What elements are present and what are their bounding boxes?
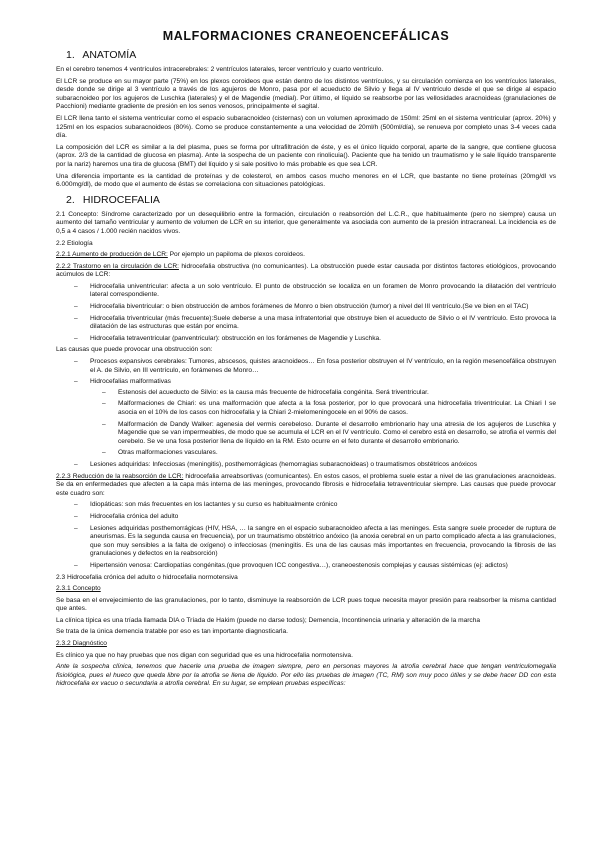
list-item: – Hipertensión venosa: Cardiopatías congénitas.(que provoquen ICC congestiva…), craneoestenosis complejas y causas sistémicas (ej: adictos) [56, 562, 556, 571]
reabsorption-causes-list [56, 501, 556, 570]
paragraph: El LCR llena tanto el sistema ventricular como el espacio subaracnoideo (cisternas) con un volumen aproximado de 150ml: 25ml en el sistema ventricular (aprox. 20%) y 125ml en los espacios subaracnoideos (80%). Como se produce constantemente a una velocidad de 20ml/h (500ml/día), se renueva por completo unas 3-4 veces cada día. [56, 114, 556, 140]
subsection-label: 2.2.3 Reducción de la reabsorción de LCR: [56, 472, 184, 480]
list-item: – Procesos expansivos cerebrales: Tumores, abscesos, quistes aracnoideos… En fosa posterior obstruyen el IV ventrículo, en la región mesencefálica obstruyen el A. de Silvio, en III ventrículo, en forámenes de Monro… [56, 358, 556, 375]
paragraph: Una diferencia importante es la cantidad de proteínas y de colesterol, en ambos casos mucho menores en el LCR, que bastante no tiene proteínas (20mg/dl vs 6.000mg/dl), de modo que el aumento de éstas se correlaciona con situaciones patológicas. [56, 172, 556, 189]
paragraph: La composición del LCR es similar a la del plasma, pues se forma por ultrafiltración de éste, y es el único líquido corporal, aparte de la sangre, que contiene glucosa (aprox. 2/3 de la cantidad de glucosa en plasma). Ante la sospecha de un paciente con rinolicuia(). Paciente que ha tenido un traumatismo y le sale líquido transparente por la nariz) haremos una tira de glucosa (BMT) del líquido y si sale positivo lo más probable es que sea LCR. [56, 143, 556, 168]
list-item: – Hidrocefalia biventricular: o bien obstrucción de ambos forámenes de Monro o bien obstrucción (tumor) a nivel del III ventrículo.(Se ve bien en el TAC) [56, 303, 556, 312]
list-item: – Estenosis del acueducto de Silvio: es la causa más frecuente de hidrocefalia congénita. Será triventricular. [90, 389, 556, 398]
paragraph: En el cerebro tenemos 4 ventrículos intracerebrales: 2 ventrículos laterales, tercer ventrículo y cuarto ventrículo. [56, 66, 384, 73]
paragraph: Ante la sospecha clínica, tenemos que hacerle una prueba de imagen siempre, pero en personas mayores la atrofia cerebral hace que tengan ventriculomegalia fisiológica, pues el hueco que queda libre por la atrofia se llena de líquido. Por ello las pruebas de imagen (TC, RM) son muy poco útiles y se debe hacer DD con esta hidrocefalia ex vacuo o secundaria a atrofia cerebral. En su lugar, se emplean pruebas específicas: [56, 663, 556, 688]
causes-intro: Las causas que puede provocar una obstrucción son: [56, 346, 213, 354]
list-item: – Lesiones adquiridas: Infecciosas (meningitis), posthemorrágicas (hemorragias subaracnoideas) o traumatismos obstétricos anóxicos [56, 461, 556, 470]
paragraph-reabsorcion [56, 473, 556, 499]
list-item: – Hidrocefalia univentricular: afecta a un solo ventrículo. El punto de obstrucción se localiza en un foramen de Monro provocando la dilatación del ventrículo lateral correspondiente. [56, 283, 556, 300]
subsection-label: 2.2.1 Aumento de producción de LCR: [56, 251, 168, 259]
list-item: – Hidrocefalia triventricular (más frecuente):Suele deberse a una masa infratentorial que obstruye bien el acueducto de Silvio o el IV ventrículo. Esto provoca la dilatación de las estructuras que están por encima. [56, 315, 556, 332]
causes-list [56, 358, 556, 470]
paragraph: La clínica típica es una tríada llamada DIA o Tríada de Hakim (puede no darse todos); Demencia, Incontinencia urinaria y alteración de la marcha [56, 616, 481, 624]
subheading-concepto: 2.3.1 Concepto [56, 585, 101, 593]
list-item: – Otras malformaciones vasculares. [90, 449, 556, 458]
list-item: – Hidrocefalia tetraventricular (panventricular): obstrucción en los forámenes de Magendie y Luschka. [56, 335, 556, 344]
paragraph-aumento-produccion [56, 251, 556, 260]
list-item: – Hidrocefalia crónica del adulto [56, 513, 556, 522]
obstruction-types-list [56, 283, 556, 344]
list-item: – Malformación de Dandy Walker: agenesia del vermis cerebeloso. Durante el desarrollo embrionario hay una atresia de los agujeros de Luschka y Magendie que se van impermeables, de modo que se acumula el LCR en el IV ventrículo. Como el cerebro está en desarrollo, se atrofia el vermis del cerebelo. Se ve una fosa posterior llena de líquido en la RM. Esto ocurre en el feto durante el desarrollo embrionario. [90, 421, 556, 447]
paragraph: Se trata de la única demencia tratable por eso es tan importante diagnosticarla. [56, 628, 289, 636]
list-item: – Idiopáticas: son más frecuentes en los lactantes y su curso es habitualmente crónico [56, 501, 556, 510]
section-title: HIDROCEFALIA [82, 193, 160, 206]
subheading-diagnostico: 2.3.2 Diagnóstico [56, 640, 107, 648]
subsection-text: hidrocefalia obstructiva (no comunicantes). La obstrucción puede estar causada por distintos factores etiológicos, provocando acúmulos de LCR: [56, 262, 557, 279]
section-title: ANATOMÍA [82, 49, 137, 61]
section-number: 2. [66, 193, 75, 206]
list-item: – Lesiones adquiridas posthemorrágicas (HIV, HSA, … la sangre en el espacio subaracnoideo afecta a las meninges. Esta sangre suele proceder de ruptura de aneurismas. Es la segunda causa en frecuencia), por un traumatismo obstétrico anóxico (la anoxia cerebral en un parto complicado afecta a las granulaciones, que son muy sensibles a la falta de oxígeno) o infecciosas (meningitis. Es una de las causas más importantes en frecuencia, provocando la fibrosis de las granulaciones y defectos en la reabsorción) [56, 525, 556, 559]
subheading-normotensiva: 2.3 Hidrocefalia crónica del adulto o hidrocefalia normotensiva [56, 573, 238, 581]
section-heading-hidrocefalia [56, 193, 556, 207]
subheading-etiologia: 2.2 Etiología [56, 239, 93, 247]
subsection-text: hidrocefalia arreabsortivas (comunicantes). En estos casos, el problema suele estar a nivel de las granulaciones aracnoideas. Se da en enfermedades que afecten a la capa más interna de las meninges, provocando fibrosis e hidrocefalia tetraventricular siempre. Las causas que puede provocar este cuadro son: [56, 472, 556, 497]
paragraph-trastorno-circulacion [56, 263, 556, 280]
paragraph: Se basa en el envejecimiento de las granulaciones, por lo tanto, disminuye la reabsorción de LCR pues toque necesita mayor presión para reabsorber la misma cantidad que antes. [56, 596, 556, 613]
list-item [56, 378, 556, 458]
section-heading-anatomia [56, 48, 556, 62]
list-item-text: Hidrocefalias malformativas [90, 378, 171, 386]
paragraph-concepto: 2.1 Concepto: Síndrome caracterizado por un desequilibrio entre la formación, circulación o reabsorción del L.C.R., que habitualmente (pero no siempre) causa un aumento del tamaño ventricular y aumento de volumen de LCR en su interior, que generalmente va asociada con aumento de la presión intracraneal. La incidencia es de 0,5 a 4 casos / 1.000 recién nacidos vivos. [56, 210, 556, 235]
paragraph: Es clínico ya que no hay pruebas que nos digan con seguridad que es una hidrocefalia normotensiva. [56, 651, 353, 659]
section-number: 1. [66, 49, 75, 61]
malformations-list [90, 389, 556, 458]
subsection-text: Por ejemplo un papiloma de plexos coroideos. [167, 251, 305, 259]
list-item: – Malformaciones de Chiari: es una malformación que afecta a la fosa posterior, por lo que provocará una hidrocefalia triventricular. La Chiari I se asocia en el 10% de los casos con hidrocefalia y la Chiari 2-mielomeningocele en el 90% de casos. [90, 400, 556, 417]
document-title: MALFORMACIONES CRANEOENCEFÁLICAS [162, 29, 450, 43]
subsection-label: 2.2.2 Trastorno en la circulación de LCR: [56, 262, 179, 270]
paragraph: El LCR se produce en su mayor parte (75%) en los plexos coroideos que están dentro de los distintos ventrículos, y su circulación comienza en los ventrículos laterales, desde donde se dirige al 3 ventrículo a través de los agujeros de Monro, pasa por el acueducto de Silvio y llega al IV ventrículo desde el que se dirige al espacio subaracnoideo por los agujeros de Luschka (laterales) y el de Magendie (medial). Por último, el líquido se reabsorbe por las vellosidades aracnoideas (granulaciones de Pacchioni) mediante gradiente de presión en los senos venosos, principalmente el sagital. [56, 77, 556, 111]
